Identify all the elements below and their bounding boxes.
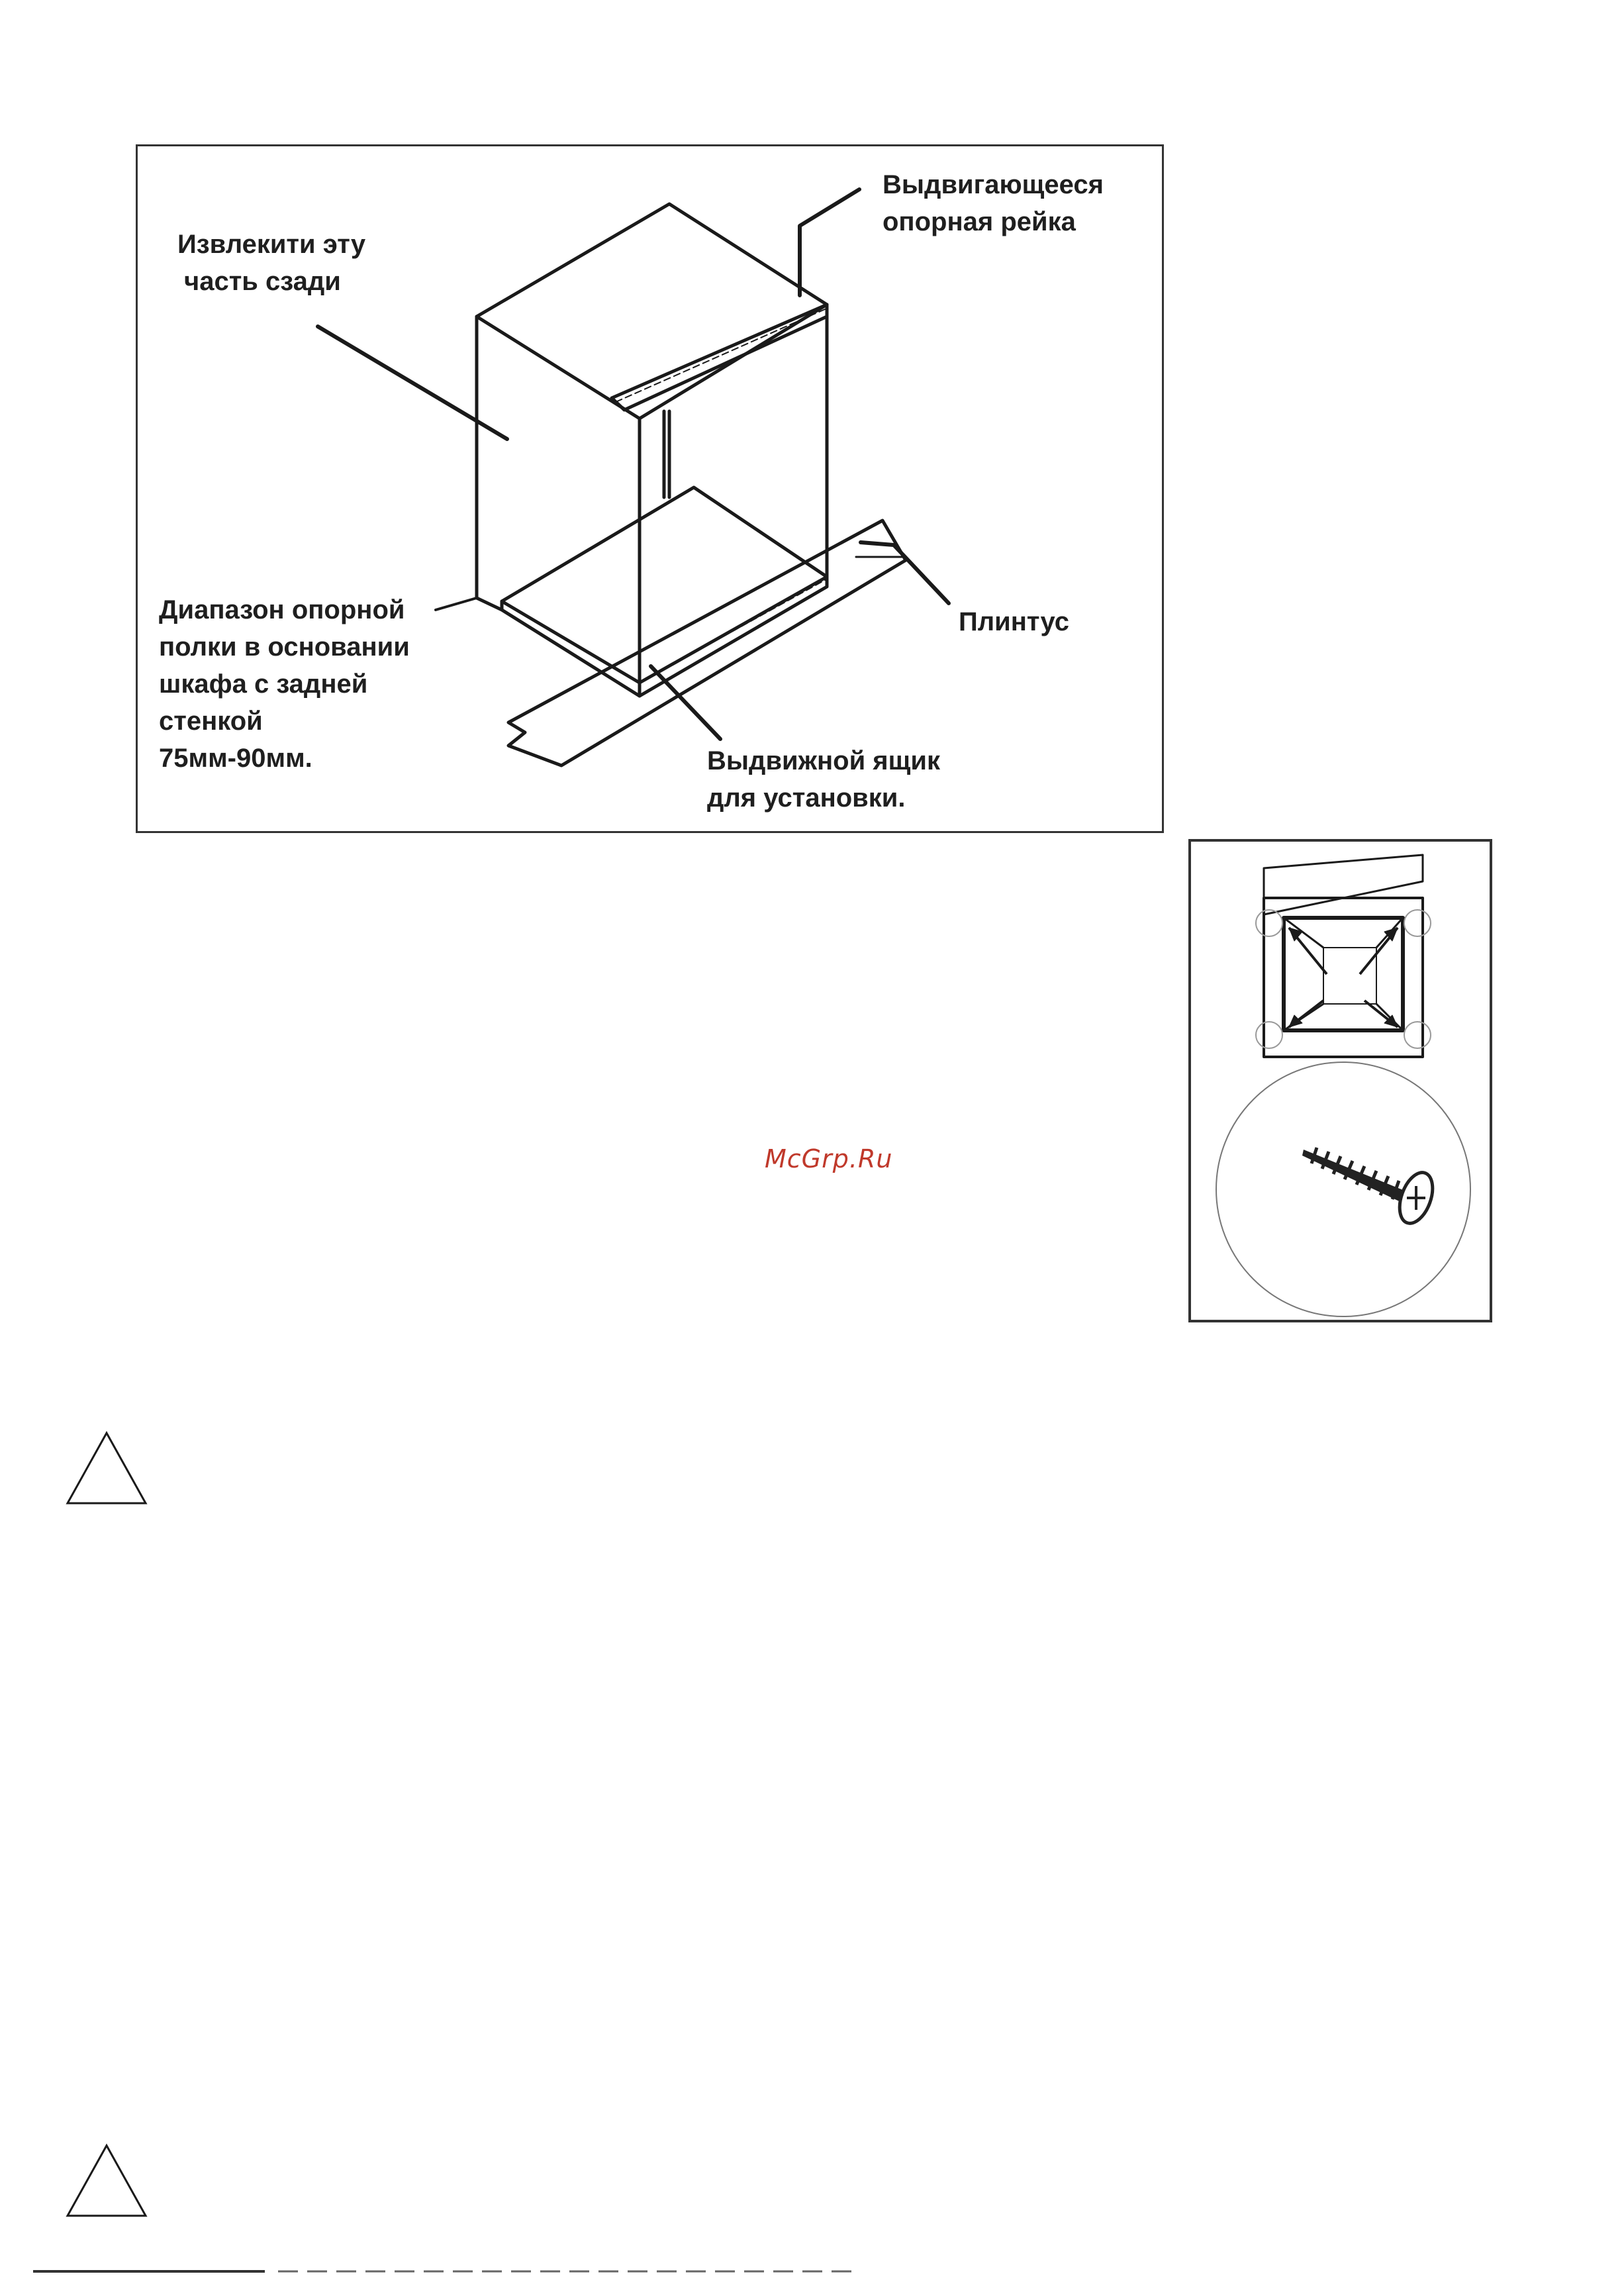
bottom-drawer (502, 487, 827, 683)
screw-detail-figure (1188, 839, 1492, 1322)
warning-triangle-icon (64, 2142, 150, 2220)
warning-triangle-icon (64, 1429, 150, 1507)
support-rail (612, 305, 827, 410)
label-remove-back: Извлекити эту часть сзади (177, 230, 366, 296)
cabinet-top (477, 204, 827, 419)
label-shelf-range: Диапазон опорной полки в основании шкафа с задней стенкой 75мм-90мм. (159, 595, 410, 773)
watermark: McGrp.Ru (765, 1144, 893, 1173)
cabinet-installation-figure (136, 144, 1164, 833)
screw-detail-drawing (1191, 842, 1490, 1320)
label-support-rail: Выдвигающееся опорная рейка (883, 170, 1104, 236)
cabinet-corner-screw-points-icon (1256, 855, 1431, 1057)
label-plinth: Плинтус (959, 607, 1069, 636)
label-drawer: Выдвижной ящик для установки. (707, 746, 940, 813)
footer-rule (0, 2267, 1624, 2276)
screw-icon (1216, 1062, 1470, 1316)
